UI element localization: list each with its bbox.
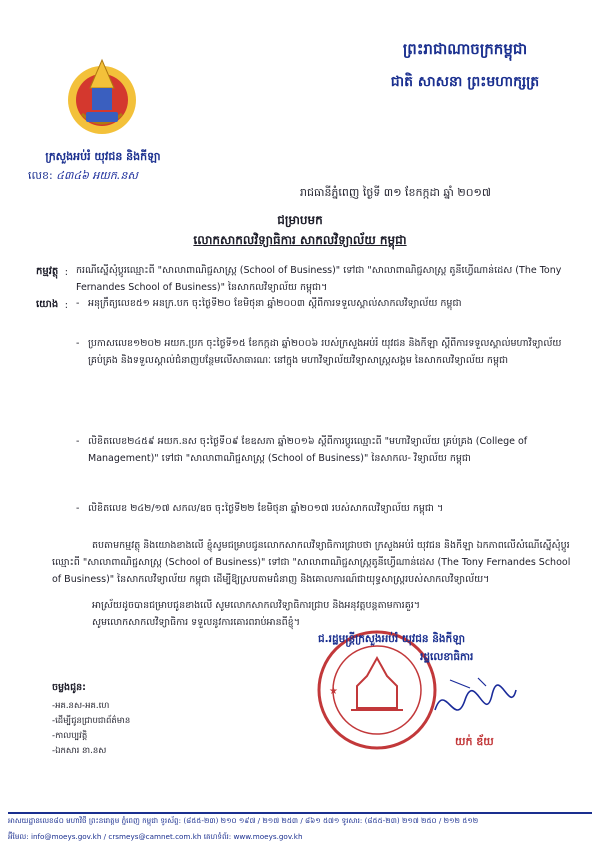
national-motto: ជាតិ សាសនា ព្រះមហាក្សត្រ xyxy=(390,74,540,90)
ref-label: លេខ: xyxy=(28,169,53,182)
handwritten-signature xyxy=(430,670,520,740)
subject-label: កម្មវត្ថុ xyxy=(36,266,59,277)
footer-address: អាសយដ្ឋានលេខ៨០ មហាវិថី ព្រះនរោត្តម ភ្នំពេញ កម្ពុជា ទូរស័ព្ទ: (៨៥៥-២៣) ២១០ ១៩៧ / ២១៧ ២៥៣ / ៨៦១ ៥៧១ ទូរសារ: (៨៥៥-២៣) ២១៧ ២៥០ / ២១២ ៥១២ xyxy=(8,816,479,825)
body-paragraph-1: តបតាមកម្មវត្ថុ និងយោងខាងលើ ខ្ញុំសូមជម្រាបជូនលោកសាកលវិទ្យាធិការជ្រាបថា ក្រសួងអប់រំ យុវជន និងកីឡា ឯកភាពលើសំណើស្នើសុំប្តូរឈ្មោះពី "សាលាពាណិជ្ជសាស្ត្រ (School of Business)" ទៅជា "សាលាពាណិជ្ជសាស្ត្រតូនីហ្វើណាន់ដេស (The Tony Fernandes School of Business)" នៃសាកលវិទ្យាល័យ កម្ពុជា ដើម្បីឱ្យស្របតាមជំនាញ និងគោលការណ៍ជាយុទ្ធសាស្ត្ររបស់សាកលវិទ្យាល័យ។ xyxy=(52,540,571,585)
body-paragraph-3: សូមលោកសាកលវិទ្យាធិការ ទទួលនូវការគោរពរាប់អានពីខ្ញុំ។ xyxy=(92,617,300,628)
reference-item: - លិខិតលេខ២៤៥៩ អយក.នស ចុះថ្ងៃទី០៩ ខែឧសភា ឆ្នាំ២០១៦ ស្តីពីការប្តូរឈ្មោះពី "មហាវិទ្យាល័យ គ្រប់គ្រង (College of Management)" ទៅជា "សាលាពាណិជ្ជសាស្ត្រ (School of Business)" នៃសាកល- វិទ្យាល័យ កម្ពុជា xyxy=(76,436,528,464)
cc-item: -ឯកសារ នា.នស xyxy=(52,746,107,756)
signatory-name: យក់ ឌ័យ xyxy=(455,735,494,748)
signature-authority: ជ.រដ្ឋមន្ត្រីក្រសួងអប់រំ យុវជន និងកីឡា xyxy=(318,633,466,645)
svg-text:★: ★ xyxy=(329,686,338,697)
cc-item: -អគ.នស-អគ.ហេ xyxy=(52,701,110,711)
ref-value: ៤៣៤៦ អយក.នស xyxy=(56,169,138,182)
body-paragraph-2: អាស្រ័យដូចបានជម្រាបជូនខាងលើ សូមលោកសាកលវិទ្យាធិការជ្រាប និងអនុវត្តបន្តតាមការគួរ។ xyxy=(92,600,421,611)
cc-title: ចម្លងជូន: xyxy=(52,682,86,693)
cc-item: -កាលប្បវត្តិ xyxy=(52,731,88,741)
subject-text: ករណីស្នើសុំប្តូរឈ្មោះពី "សាលាពាណិជ្ជសាស្ត្រ (School of Business)" ទៅជា "សាលាពាណិជ្ជសាស្ត្រ តូនីហ្វើណាន់ដេស (The Tony Fernandes School of Business)" នៃសាកលវិទ្យាល័យ កម្ពុជា។ xyxy=(76,265,562,293)
salutation-title: ជម្រាបមក xyxy=(277,213,323,227)
date-line: រាជធានីភ្នំពេញ ថ្ងៃទី ៣១ ខែកក្កដា ឆ្នាំ ២០១៧ xyxy=(300,186,491,199)
ministry-seal-logo xyxy=(62,50,142,140)
footer-contact: អ៊ីមែល: info@moeys.gov.kh / crsmeys@camnet.com.kh គេហទំព័រ: www.moeys.gov.kh xyxy=(8,832,303,841)
signature-role: រដ្ឋលេខាធិការ xyxy=(420,651,474,663)
references-colon: : xyxy=(64,300,68,311)
reference-item: - លិខិតលេខ ២៤២/១៧ សកល/ឧច ចុះថ្ងៃទី២២ ខែមិថុនា ឆ្នាំ២០១៧ របស់សាកលវិទ្យាល័យ កម្ពុជា ។ xyxy=(76,503,444,514)
references-label: យោង xyxy=(36,299,59,310)
reference-item: - ប្រកាសលេខ១២០២ អយក.ប្រក ចុះថ្ងៃទី១៥ ខែកក្កដា ឆ្នាំ២០០៦ របស់ក្រសួងអប់រំ យុវជន និងកីឡា ស្តីពីការទទួលស្គាល់មហាវិទ្យាល័យគ្រប់គ្រង និងទទួលស្គាល់ជំនាញបន្ថែមលើសាធារណៈ នៅក្នុង មហាវិទ្យាល័យវិទ្យាសាស្ត្រសង្គម នៃសាកលវិទ្យាល័យ កម្ពុជា xyxy=(76,338,562,366)
kingdom-name: ព្រះរាជាណាចក្រកម្ពុជា xyxy=(402,40,528,58)
recipient-title: លោកសាកលវិទ្យាធិការ សាកលវិទ្យាល័យ កម្ពុជា xyxy=(193,233,407,247)
footer-divider xyxy=(8,812,592,814)
cc-item: -ដើម្បីជូនជ្រាបជាព័ត៌មាន xyxy=(52,716,131,726)
reference-number xyxy=(28,169,138,185)
reference-item: - អនុក្រឹត្យលេខ៥១ អនក្រ.បក ចុះថ្ងៃទី២០ ខែមិថុនា ឆ្នាំ២០០៣ ស្តីពីការទទួលស្គាល់សាកលវិទ្យាល័យ កម្ពុជា xyxy=(76,298,462,309)
kingdom-header xyxy=(370,40,560,93)
subject-colon: : xyxy=(64,267,68,278)
ministry-name: ក្រសួងអប់រំ យុវជន និងកីឡា xyxy=(45,150,161,163)
